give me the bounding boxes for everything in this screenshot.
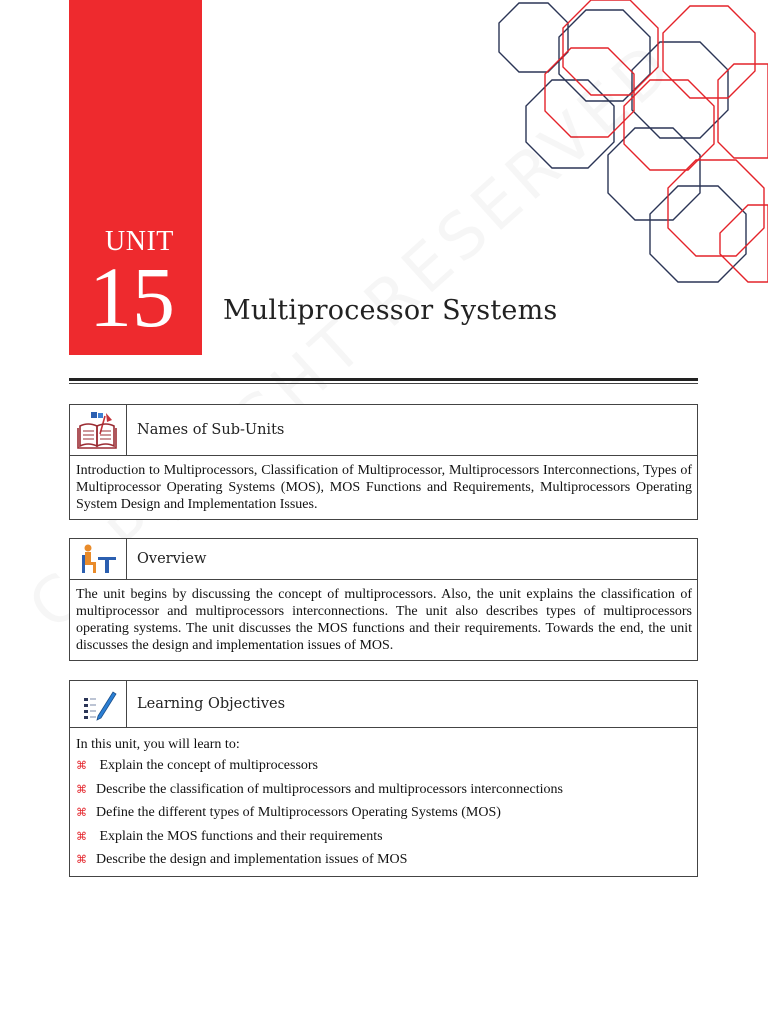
objectives-list [76, 757, 692, 875]
objective-text: Describe the design and implementation issues of MOS [96, 852, 408, 867]
subunits-body: Introduction to Multiprocessors, Classification of Multiprocessor, Multiprocessors Interconnections, Types of Multiprocessor Operating Systems (MOS), MOS Functions and Requirements, Multiprocessors Operating System Design and Implementation Issues. [76, 463, 692, 512]
teacher-icon [70, 539, 127, 579]
subunits-header [70, 405, 697, 456]
objectives-box [69, 680, 698, 877]
objective-text: Define the different types of Multiprocessors Operating Systems (MOS) [96, 805, 501, 820]
objective-text: Explain the concept of multiprocessors [96, 758, 318, 773]
chapter-title: Multiprocessor Systems [223, 295, 558, 326]
book-icon [70, 405, 127, 455]
objectives-intro: In this unit, you will learn to: [76, 737, 240, 752]
overview-header [70, 539, 697, 580]
bullet-icon: ⌘ [76, 807, 87, 819]
overview-title: Overview [137, 551, 207, 567]
title-divider [69, 378, 698, 384]
checklist-pen-icon [70, 681, 127, 727]
objectives-body [70, 728, 697, 881]
bullet-icon: ⌘ [76, 760, 87, 772]
objectives-header [70, 681, 697, 728]
objectives-title: Learning Objectives [137, 696, 286, 712]
bullet-icon: ⌘ [76, 783, 87, 796]
list-item [76, 757, 692, 781]
subunits-box [69, 404, 698, 520]
unit-number: 15 [89, 249, 175, 345]
overview-box [69, 538, 698, 661]
overview-body: The unit begins by discussing the concept of multiprocessors. Also, the unit explains the classification of multiprocessor and multiprocessors interconnections. The unit also describes types of multiprocessors operating systems. The unit discusses the MOS functions and their requirements. Towards the end, the unit discusses the design and implementation issues of MOS. [76, 587, 692, 653]
unit-label: UNIT [105, 226, 174, 257]
subunits-title: Names of Sub-Units [137, 422, 285, 438]
unit-banner [69, 0, 202, 355]
list-item [76, 851, 692, 875]
bullet-icon: ⌘ [76, 854, 87, 866]
objective-text: Describe the classification of multiprocessors and multiprocessors interconnections [96, 781, 563, 797]
list-item [76, 804, 692, 828]
objective-text: Explain the MOS functions and their requirements [96, 828, 383, 844]
bullet-icon: ⌘ [76, 830, 87, 843]
list-item [76, 828, 692, 852]
list-item [76, 781, 692, 805]
